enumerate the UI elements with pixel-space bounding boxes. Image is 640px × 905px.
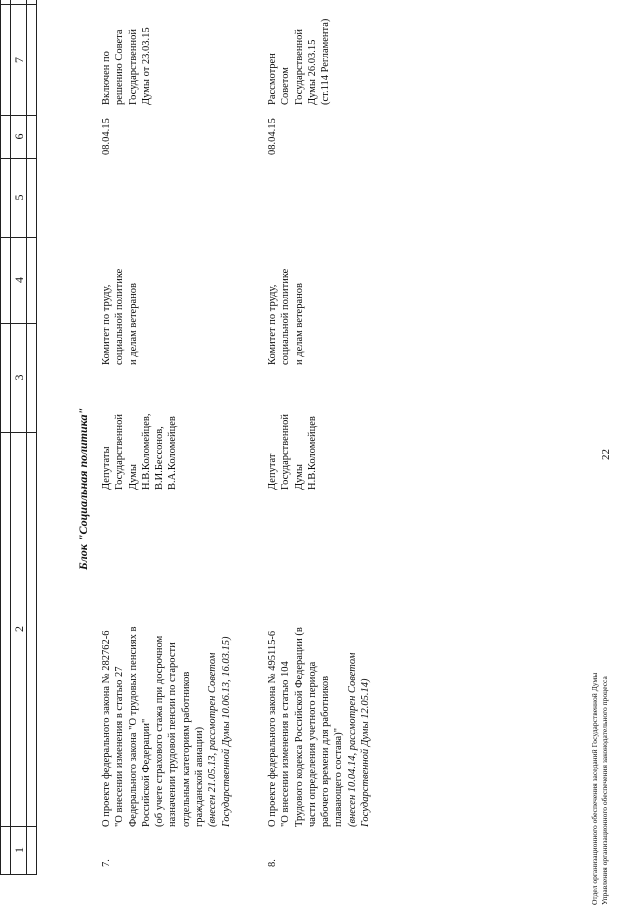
column-header-1: 1 bbox=[0, 826, 37, 875]
bill-note: (внесен 10.04.14, рассмотрен Советом bbox=[346, 652, 358, 827]
column-header-7: 7 bbox=[0, 4, 37, 116]
row-number: 7. bbox=[101, 859, 112, 867]
column-header-4: 4 bbox=[0, 237, 37, 324]
decision: Включен по решению Совета Государственной Думы от 23.03.15 bbox=[101, 27, 152, 105]
column-header-2: 2 bbox=[0, 432, 37, 827]
block-title: Блок "Социальная политика" bbox=[76, 407, 90, 570]
column-header-3: 3 bbox=[0, 323, 37, 433]
bill-title: О проекте федерального закона № 495115-6 "О внесении изменения в статью 104 Трудового кодекса Российской Федерации (в части определения учетного периода рабочего времени для работников плавающего состава)" (внесен 10.04.14, рассмотрен Советом Государственной Думы 12.05.14) bbox=[267, 627, 372, 827]
decision: Рассмотрен Советом Государственной Думы 26.03.15 (ст.114 Регламента) bbox=[267, 18, 332, 105]
authors: Депутаты Государственной Думы Н.В.Коломейцев, В.И.Бессонов, В.А.Коломейцев bbox=[101, 413, 179, 490]
responsible-committee: Комитет по труду, социальной политике и делам ветеранов bbox=[267, 268, 305, 365]
consideration-date: 08.04.15 bbox=[101, 118, 112, 155]
footer-department: Отдел организационного обеспечения заседаний Государственной Думы Управления организационного обеспечения законодательного процесса bbox=[590, 672, 609, 905]
column-header-5: 5 bbox=[0, 158, 37, 238]
row-number: 8. bbox=[267, 859, 278, 867]
bill-note: (внесен 21.05.13, рассмотрен Советом bbox=[207, 652, 219, 827]
bill-title: О проекте федерального закона № 282762-6 "О внесении изменения в статью 27 Федерального закона "О трудовых пенсиях в Российской Федерации" (об учете страхового стажа при досрочном назначении трудовой пенсии по старости отдельным категориям работников гражданской авиации) (внесен 21.05.13, рассмотрен Советом Государственной Думы 10.06.13, 16.03.15) bbox=[101, 626, 232, 827]
column-header-6: 6 bbox=[0, 115, 37, 159]
consideration-date: 08.04.15 bbox=[267, 118, 278, 155]
responsible-committee: Комитет по труду, социальной политике и делам ветеранов bbox=[101, 268, 139, 365]
column-header-row bbox=[0, 0, 37, 905]
authors: Депутат Государственной Думы Н.В.Коломейцев bbox=[267, 414, 318, 490]
page-number: 22 bbox=[600, 449, 612, 460]
